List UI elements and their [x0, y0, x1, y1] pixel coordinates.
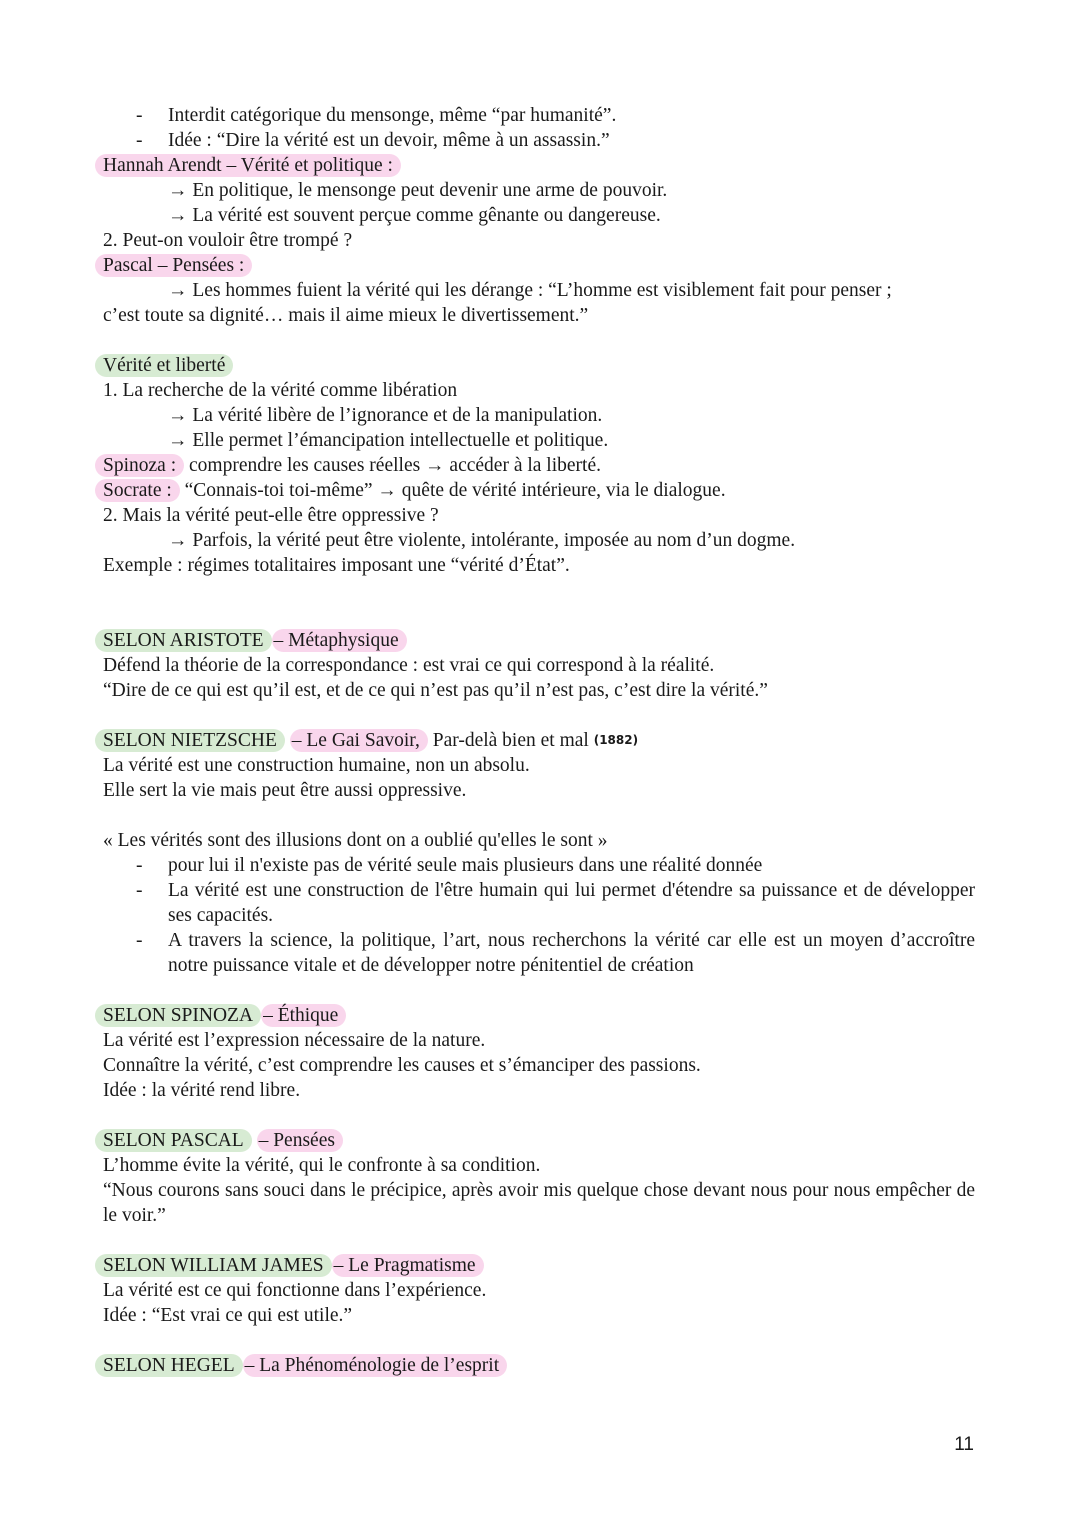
james-line: La vérité est ce qui fonctionne dans l’expérience.: [103, 1280, 487, 1301]
nietzsche-line: Elle sert la vie mais peut être aussi oppressive.: [103, 780, 467, 801]
work-title: Par-delà bien et mal: [427, 730, 594, 751]
pascal-quote-start: → Les hommes fuient la vérité qui les dérange : “L’homme est visiblement fait pour penser ;: [168, 280, 892, 301]
question-2: 2. Peut-on vouloir être trompé ?: [103, 230, 353, 251]
aristote-heading: [103, 628, 975, 653]
work-highlight: – La Phénoménologie de l’esprit: [243, 1354, 508, 1377]
philosopher-highlight: SELON NIETZSCHE: [95, 729, 285, 752]
james-line: Idée : “Est vrai ce qui est utile.”: [103, 1305, 353, 1326]
socrate-text: “Connais-toi toi-même” → quête de vérité intérieure, via le dialogue.: [179, 480, 726, 501]
aristote-line: Défend la théorie de la correspondance : est vrai ce qui correspond à la réalité.: [103, 655, 715, 676]
pascal2-heading: [103, 1128, 975, 1153]
section-heading-liberte: [103, 353, 975, 378]
author-highlight: Socrate :: [95, 479, 180, 502]
spacer: [103, 328, 975, 353]
author-highlight: Spinoza :: [95, 454, 184, 477]
list-item: - Interdit catégorique du mensonge, même “par humanité”.: [103, 103, 975, 128]
socrate-line: [103, 478, 975, 503]
hegel-heading: [103, 1353, 975, 1378]
liberte-line: → Parfois, la vérité peut être violente, intolérante, imposée au nom d’un dogme.: [168, 530, 796, 551]
pascal2-line: L’homme évite la vérité, qui le confronte à sa condition.: [103, 1155, 541, 1176]
arendt-line: → En politique, le mensonge peut devenir une arme de pouvoir.: [168, 180, 668, 201]
nietzsche-heading: [103, 728, 975, 753]
spacer: [103, 703, 975, 728]
pascal2-quote: “Nous courons sans souci dans le précipice, après avoir mis quelque chose devant nous pour nous empêcher de le voir.”: [103, 1180, 975, 1226]
liberte-point-1: 1. La recherche de la vérité comme libération: [103, 380, 458, 401]
james-heading: [103, 1253, 975, 1278]
work-highlight: – Métaphysique: [272, 629, 407, 652]
handwritten-year: (1882): [593, 733, 639, 747]
nietzsche-quote: « Les vérités sont des illusions dont on a oublié qu'elles le sont »: [103, 830, 608, 851]
document-body: [103, 103, 975, 1378]
work-highlight: – Le Gai Savoir,: [290, 729, 428, 752]
spacer: [103, 978, 975, 1003]
pascal-heading: [103, 253, 975, 278]
aristote-line: “Dire de ce qui est qu’il est, et de ce qui n’est pas qu’il n’est pas, c’est dire la vérité.”: [103, 680, 768, 701]
spinoza-heading: [103, 1003, 975, 1028]
author-highlight: Hannah Arendt – Vérité et politique :: [95, 154, 401, 177]
philosopher-highlight: SELON WILLIAM JAMES: [95, 1254, 332, 1277]
spacer: [103, 578, 975, 603]
liberte-point-2: 2. Mais la vérité peut-elle être oppressive ?: [103, 505, 439, 526]
list-item: - Idée : “Dire la vérité est un devoir, même à un assassin.”: [103, 128, 975, 153]
spacer: [103, 603, 975, 628]
spinoza-text-line: La vérité est l’expression nécessaire de la nature.: [103, 1030, 486, 1051]
author-highlight: Pascal – Pensées :: [95, 254, 252, 277]
spinoza-text-line: Idée : la vérité rend libre.: [103, 1080, 301, 1101]
spinoza-line: [103, 453, 975, 478]
philosopher-highlight: SELON SPINOZA: [95, 1004, 261, 1027]
list-item: - A travers la science, la politique, l’art, nous recherchons la vérité car elle est un moyen d’accroître notre puissance vitale et de développer notre pénitentiel de création: [103, 928, 975, 978]
spacer: [103, 1228, 975, 1253]
nietzsche-line: La vérité est une construction humaine, non un absolu.: [103, 755, 530, 776]
spinoza-text: comprendre les causes réelles → accéder à la liberté.: [184, 455, 601, 476]
list-item: - La vérité est une construction de l'être humain qui lui permet d'étendre sa puissance et de développer ses capacités.: [103, 878, 975, 928]
liberte-example: Exemple : régimes totalitaires imposant une “vérité d’État”.: [103, 555, 570, 576]
liberte-line: → Elle permet l’émancipation intellectuelle et politique.: [168, 430, 609, 451]
spacer: [103, 1328, 975, 1353]
pascal-quote-end: c’est toute sa dignité… mais il aime mieux le divertissement.”: [103, 305, 589, 326]
philosopher-highlight: SELON ARISTOTE: [95, 629, 272, 652]
list-item: - pour lui il n'existe pas de vérité seule mais plusieurs dans une réalité donnée: [103, 853, 975, 878]
section-highlight: Vérité et liberté: [95, 354, 233, 377]
work-highlight: – Le Pragmatisme: [332, 1254, 484, 1277]
philosopher-highlight: SELON HEGEL: [95, 1354, 243, 1377]
arendt-line: → La vérité est souvent perçue comme gênante ou dangereuse.: [168, 205, 661, 226]
page-number: 11: [954, 1434, 974, 1455]
spacer: [103, 803, 975, 828]
liberte-line: → La vérité libère de l’ignorance et de la manipulation.: [168, 405, 603, 426]
spinoza-text-line: Connaître la vérité, c’est comprendre les causes et s’émanciper des passions.: [103, 1055, 701, 1076]
arendt-heading: [103, 153, 975, 178]
spacer: [103, 1103, 975, 1128]
work-highlight: – Éthique: [261, 1004, 346, 1027]
philosopher-highlight: SELON PASCAL: [95, 1129, 252, 1152]
work-highlight: – Pensées: [257, 1129, 343, 1152]
